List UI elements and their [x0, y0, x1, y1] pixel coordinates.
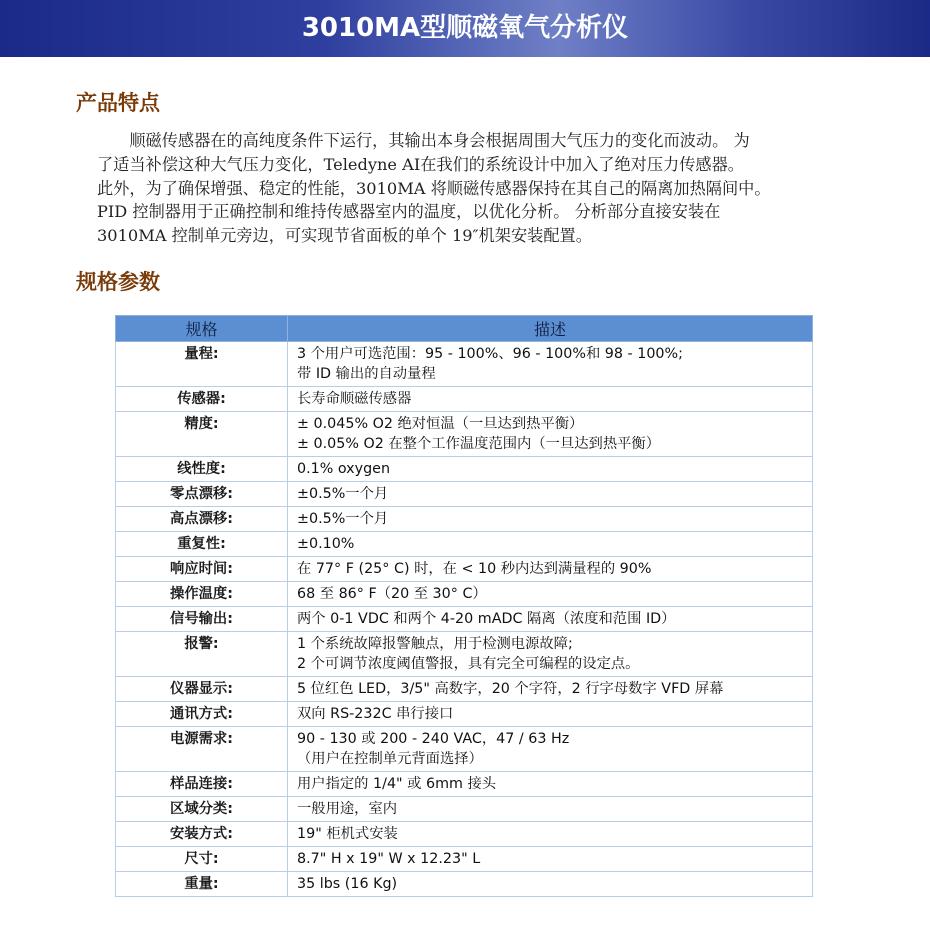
table-row [116, 607, 813, 632]
spec-label: 响应时间: [116, 557, 288, 582]
spec-value-line: ±0.5%一个月 [297, 486, 389, 502]
spec-value-line: 长寿命顺磁传感器 [297, 391, 412, 407]
table-row [116, 702, 813, 727]
table-row [116, 482, 813, 507]
spec-label: 量程: [116, 342, 288, 387]
spec-value-line: 35 lbs (16 Kg) [297, 876, 398, 892]
spec-value-cell [288, 412, 813, 457]
spec-label: 通讯方式: [116, 702, 288, 727]
spec-value-cell [288, 507, 813, 532]
table-row [116, 797, 813, 822]
spec-value-line: 90 - 130 或 200 - 240 VAC，47 / 63 Hz [297, 731, 570, 747]
spec-label: 样品连接: [116, 772, 288, 797]
spec-value-cell [288, 847, 813, 872]
features-description [97, 129, 867, 248]
spec-label: 操作温度: [116, 582, 288, 607]
spec-label: 重量: [116, 872, 288, 897]
table-row [116, 872, 813, 897]
spec-label: 报警: [116, 632, 288, 677]
spec-value-cell [288, 387, 813, 412]
spec-value-line: 2 个可调节浓度阈值警报，具有完全可编程的设定点。 [297, 656, 640, 672]
spec-value-cell [288, 677, 813, 702]
spec-value-cell [288, 702, 813, 727]
spec-value-cell [288, 457, 813, 482]
table-row [116, 847, 813, 872]
spec-value-cell [288, 872, 813, 897]
spec-value-line: 5 位红色 LED，3/5" 高数字，20 个字符，2 行字母数字 VFD 屏幕 [297, 681, 724, 697]
table-row [116, 677, 813, 702]
spec-value-cell [288, 822, 813, 847]
description-line: 此外，为了确保增强、稳定的性能，3010MA 将顺磁传感器保持在其自己的隔离加热隔间中。 [97, 178, 771, 198]
table-row [116, 532, 813, 557]
table-row [116, 387, 813, 412]
spec-value-line: ±0.10% [297, 536, 355, 552]
spec-value-cell [288, 607, 813, 632]
spec-table [115, 315, 813, 897]
spec-value-cell [288, 797, 813, 822]
spec-value-line: 1 个系统故障报警触点，用于检测电源故障; [297, 636, 573, 652]
table-row [116, 632, 813, 677]
table-row [116, 457, 813, 482]
spec-label: 重复性: [116, 532, 288, 557]
spec-value-line: 双向 RS-232C 串行接口 [297, 706, 454, 722]
spec-value-line: 0.1% oxygen [297, 461, 391, 477]
table-row [116, 412, 813, 457]
spec-label: 高点漂移: [116, 507, 288, 532]
spec-value-line: 3 个用户可选范围：95 - 100%、96 - 100%和 98 - 100%; [297, 346, 683, 362]
table-row [116, 822, 813, 847]
table-row [116, 772, 813, 797]
spec-label: 线性度: [116, 457, 288, 482]
description-line: 3010MA 控制单元旁边，可实现节省面板的单个 19″机架安装配置。 [97, 226, 592, 246]
column-header-spec: 规格 [116, 316, 288, 342]
spec-label: 传感器: [116, 387, 288, 412]
spec-value-line: 一般用途，室内 [297, 801, 398, 817]
table-row [116, 557, 813, 582]
spec-value-cell [288, 557, 813, 582]
spec-value-line: 带 ID 输出的自动量程 [297, 366, 436, 382]
spec-label: 零点漂移: [116, 482, 288, 507]
spec-label: 尺寸: [116, 847, 288, 872]
spec-value-cell [288, 482, 813, 507]
spec-value-cell [288, 582, 813, 607]
page-title: 3010MA型顺磁氧气分析仪 [301, 13, 629, 43]
spec-value-line: 19" 柜机式安装 [297, 826, 398, 842]
spec-value-cell [288, 772, 813, 797]
spec-label: 电源需求: [116, 727, 288, 772]
spec-label: 仪器显示: [116, 677, 288, 702]
table-row [116, 507, 813, 532]
description-line: PID 控制器用于正确控制和维持传感器室内的温度，以优化分析。 分析部分直接安装在 [97, 202, 721, 222]
table-row [116, 727, 813, 772]
spec-value-line: 两个 0-1 VDC 和两个 4-20 mADC 隔离（浓度和范围 ID） [297, 611, 676, 627]
spec-value-line: 68 至 86° F（20 至 30° C） [297, 586, 487, 602]
spec-label: 信号输出: [116, 607, 288, 632]
description-line: 了适当补偿这种大气压力变化，Teledyne AI在我们的系统设计中加入了绝对压力传感器。 [97, 154, 744, 174]
table-row [116, 582, 813, 607]
spec-value-line: 在 77° F (25° C) 时，在 < 10 秒内达到满量程的 90% [297, 561, 652, 577]
spec-table-body [116, 342, 813, 897]
spec-value-cell [288, 342, 813, 387]
spec-label: 区域分类: [116, 797, 288, 822]
features-heading: 产品特点 [76, 91, 160, 115]
spec-value-line: （用户在控制单元背面选择） [297, 751, 483, 767]
description-line: 顺磁传感器在的高纯度条件下运行，其输出本身会根据周围大气压力的变化而波动。 为 [97, 131, 750, 150]
spec-value-line: 8.7" H x 19" W x 12.23" L [297, 851, 481, 867]
spec-value-line: ± 0.045% O2 绝对恒温（一旦达到热平衡） [297, 416, 584, 432]
spec-value-line: ±0.5%一个月 [297, 511, 389, 527]
table-row [116, 342, 813, 387]
spec-value-line: 用户指定的 1/4" 或 6mm 接头 [297, 776, 497, 792]
table-header-row [116, 316, 813, 342]
spec-value-cell [288, 532, 813, 557]
spec-label: 精度: [116, 412, 288, 457]
spec-value-line: ± 0.05% O2 在整个工作温度范围内（一旦达到热平衡） [297, 436, 661, 452]
column-header-desc: 描述 [288, 316, 813, 342]
specs-heading: 规格参数 [76, 270, 160, 294]
spec-value-cell [288, 727, 813, 772]
spec-label: 安装方式: [116, 822, 288, 847]
spec-value-cell [288, 632, 813, 677]
